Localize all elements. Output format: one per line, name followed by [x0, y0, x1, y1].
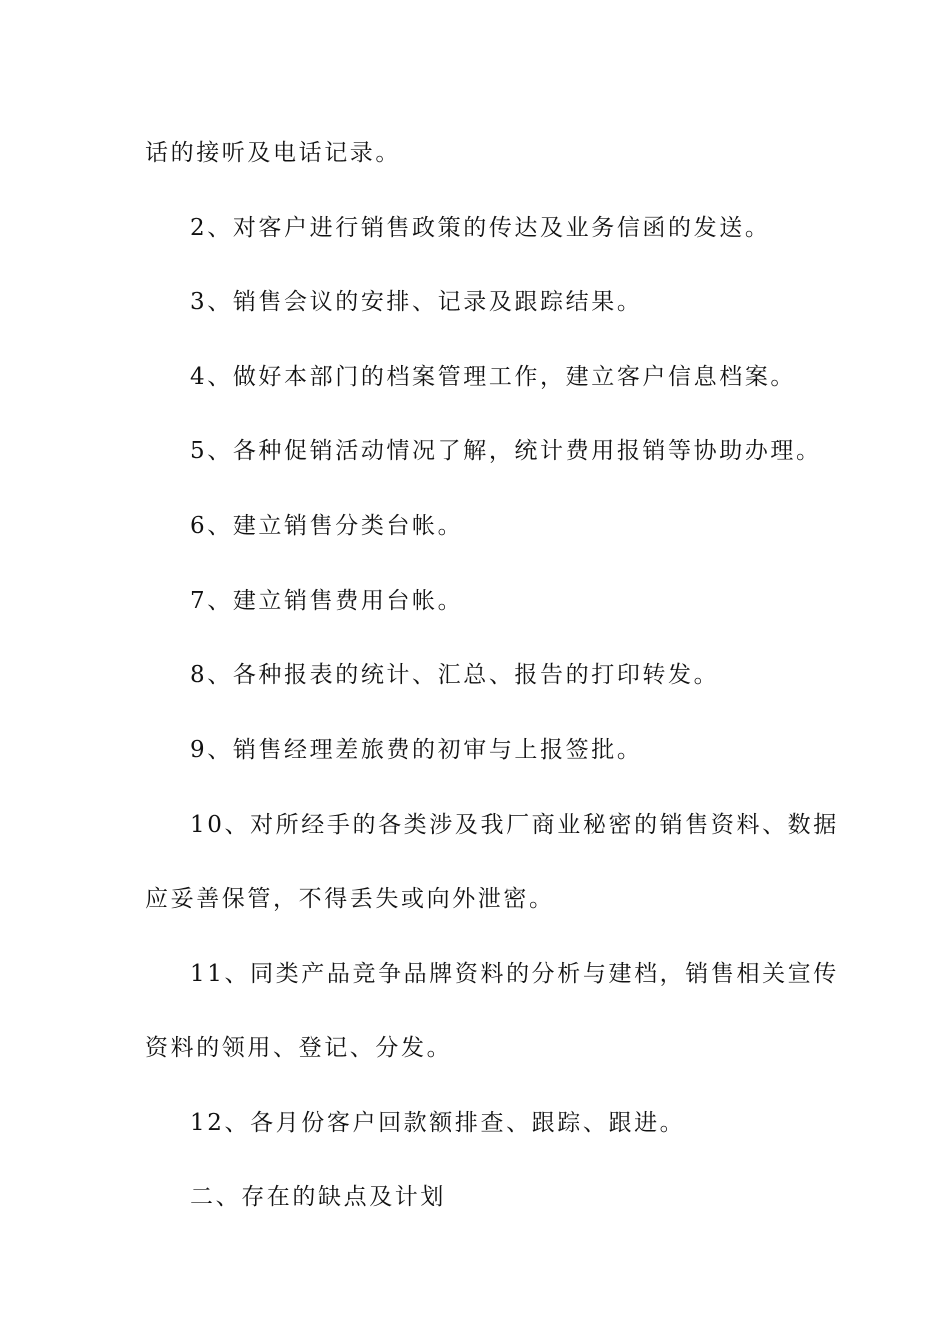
text-line: 话的接听及电话记录。 [145, 140, 401, 166]
list-item: 3、销售会议的安排、记录及跟踪结果。 [190, 289, 643, 315]
list-item: 6、建立销售分类台帐。 [190, 513, 464, 539]
list-item: 10、对所经手的各类涉及我厂商业秘密的销售资料、数据 [190, 812, 839, 838]
text-line: 资料的领用、登记、分发。 [145, 1035, 453, 1061]
list-item: 7、建立销售费用台帐。 [190, 588, 464, 614]
list-item: 5、各种促销活动情况了解，统计费用报销等协助办理。 [190, 438, 822, 464]
list-item: 2、对客户进行销售政策的传达及业务信函的发送。 [190, 215, 771, 241]
list-item: 11、同类产品竞争品牌资料的分析与建档，销售相关宣传 [190, 961, 839, 987]
list-item: 4、做好本部门的档案管理工作，建立客户信息档案。 [190, 364, 797, 390]
list-item: 8、各种报表的统计、汇总、报告的打印转发。 [190, 662, 720, 688]
section-heading: 二、存在的缺点及计划 [190, 1184, 446, 1210]
list-item: 9、销售经理差旅费的初审与上报签批。 [190, 737, 643, 763]
text-line: 应妥善保管，不得丢失或向外泄密。 [145, 886, 555, 912]
list-item: 12、各月份客户回款额排查、跟踪、跟进。 [190, 1110, 686, 1136]
